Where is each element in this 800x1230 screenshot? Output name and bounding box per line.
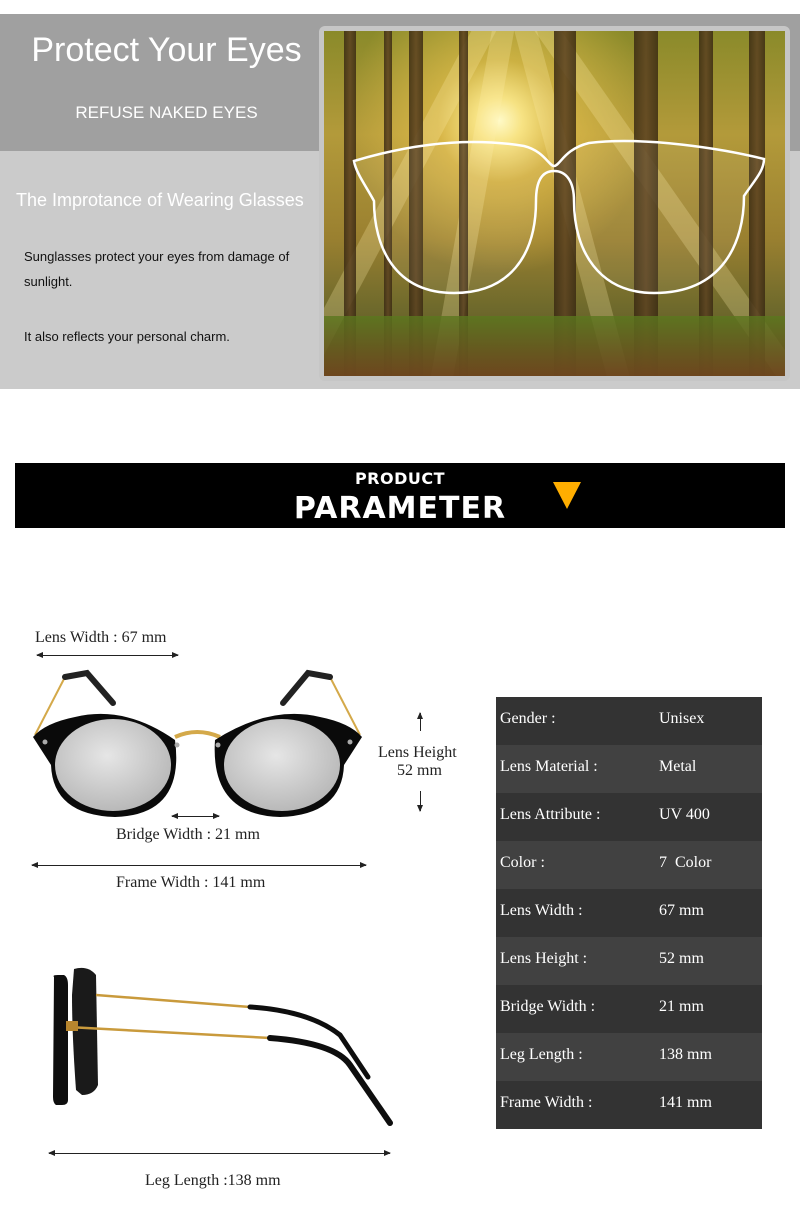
spec-label: Lens Material : (500, 758, 598, 775)
lens-height-label-line1: Lens Height (378, 744, 457, 761)
lens-width-arrow-icon (37, 655, 178, 656)
hero-paragraph-2: It also reflects your personal charm. (24, 329, 230, 344)
hero-subtitle: REFUSE NAKED EYES (75, 103, 258, 122)
lens-width-label: Lens Width : 67 mm (35, 629, 167, 646)
banner-large-label: PARAMETER (293, 491, 507, 526)
hero-image-frame (319, 26, 790, 381)
bridge-width-label: Bridge Width : 21 mm (116, 826, 260, 843)
spec-row-lens-material (496, 745, 762, 793)
banner-small-label: PRODUCT (354, 469, 446, 488)
bridge-width-arrow-icon (172, 816, 219, 817)
triangle-down-icon (553, 482, 581, 509)
spec-value: 52 mm (659, 950, 704, 967)
spec-value: 21 mm (659, 998, 704, 1015)
spec-value: 67 mm (659, 902, 704, 919)
spec-row-lens-attribute (496, 793, 762, 841)
spec-row-leg-length (496, 1033, 762, 1081)
forest-photo (324, 31, 785, 376)
spec-value: 7 Color (659, 854, 712, 871)
spec-label: Leg Length : (500, 1046, 583, 1063)
lens-height-label-line2: 52 mm (397, 762, 442, 779)
leg-length-arrow-icon (49, 1153, 390, 1154)
spec-label: Color : (500, 854, 545, 871)
spec-value: 138 mm (659, 1046, 712, 1063)
spec-label: Gender : (500, 710, 556, 727)
spec-value: Metal (659, 758, 697, 775)
hero-title: Protect Your Eyes (31, 31, 302, 69)
lens-height-down-arrow-icon (420, 791, 421, 811)
frame-width-label: Frame Width : 141 mm (116, 874, 266, 891)
spec-row-frame-width (496, 1081, 762, 1129)
hero-paragraph-1: Sunglasses protect your eyes from damage of sunlight. (24, 249, 290, 289)
spec-row-gender (496, 697, 762, 745)
lens-height-up-arrow-icon (420, 713, 421, 731)
leg-length-label: Leg Length :138 mm (145, 1172, 281, 1189)
spec-row-color (496, 841, 762, 889)
spec-value: UV 400 (659, 806, 710, 823)
spec-row-lens-width (496, 889, 762, 937)
product-parameter-banner (15, 463, 785, 528)
hero-section (0, 14, 800, 389)
spec-label: Lens Height : (500, 950, 588, 967)
frame-width-arrow-icon (32, 865, 366, 866)
spec-label: Lens Width : (500, 902, 583, 919)
spec-label: Bridge Width : (500, 998, 596, 1015)
side-view-glasses-image (50, 965, 400, 1130)
glasses-outline-icon (324, 31, 785, 376)
spec-row-lens-height (496, 937, 762, 985)
spec-value: Unisex (659, 710, 705, 727)
spec-label: Frame Width : (500, 1094, 593, 1111)
spec-label: Lens Attribute : (500, 806, 601, 823)
spec-table (496, 697, 762, 1129)
hero-heading: The Improtance of Wearing Glasses (16, 190, 304, 210)
spec-value: 141 mm (659, 1094, 712, 1111)
spec-row-bridge-width (496, 985, 762, 1033)
front-view-glasses-image (25, 665, 370, 825)
